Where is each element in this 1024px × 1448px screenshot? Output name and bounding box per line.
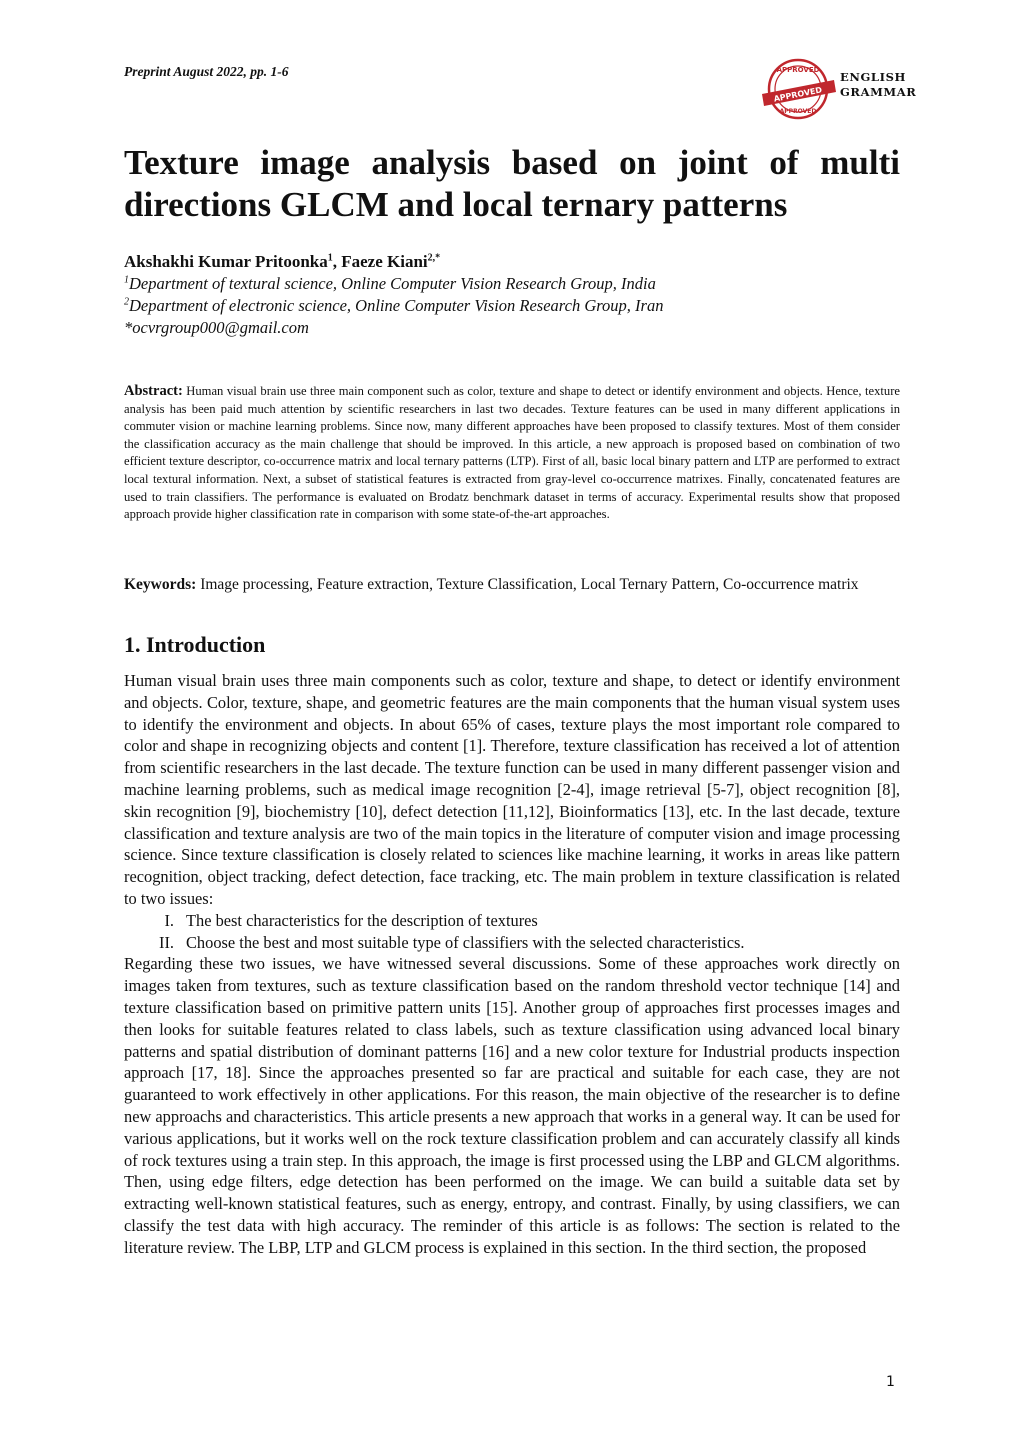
list-item-number: I. <box>164 910 174 930</box>
affiliation-1 <box>124 274 656 294</box>
author-2-sup: 2,* <box>427 252 441 264</box>
title-line-1: Texture image analysis based on joint of multi <box>124 143 900 182</box>
intro-paragraph-2: Regarding these two issues, we have witnessed several discussions. Some of these approaches work directly on images taken from textures, such as texture classification based on the random threshold vector technique [14] and texture classification based on primitive pattern units [15]. Another group of approaches first processes images and then looks for suitable features related to class labels, such as texture classification using advanced local binary patterns and spatial distribution of dominant patterns [16] and a new color texture for Industrial products inspection approach [17, 18]. Since the approaches presented so far are practical and suitable for each case, they are not guaranteed to work effectively in other applications. For this reason, the main objective of the researcher is to define new approachs and characteristics. This article presents a new approach that works in a general way. It can be used for various applications, but it works well on the rock texture classification problem and can accurately classify all kinds of rock textures using a train step. In this approach, the image is first processed using the LBP and GLCM algorithms. Then, using edge filters, edge detection has been performed on the image. We can build a suitable data set by extracting well-known statistical features, such as energy, entropy, and contrast. Finally, by using classifiers, we can classify the test data with high accuracy. The reminder of this article is as follows: The section is related to the literature review. The LBP, LTP and GLCM process is explained in this section. In the third section, the proposed <box>124 954 900 1257</box>
contact-email <box>124 318 309 338</box>
keywords-label: Keywords: <box>124 576 197 593</box>
author-2-name: Faeze Kiani <box>341 252 428 271</box>
list-item-number: II. <box>158 932 174 952</box>
author-list <box>124 252 440 272</box>
title-line-2: directions GLCM and local ternary patterns <box>124 185 788 224</box>
affiliation-1-text: Department of textural science, Online Computer Vision Research Group, India <box>129 274 656 293</box>
badge-label <box>840 70 916 100</box>
badge-line-grammar: GRAMMAR <box>840 85 917 99</box>
author-separator: , <box>332 252 342 271</box>
list-item <box>124 932 900 954</box>
badge-line-english: ENGLISH <box>840 70 906 84</box>
stamp-word-top: APPROVED <box>776 66 820 74</box>
list-item-text: The best characteristics for the description of textures <box>186 910 538 930</box>
stamp-word-bottom: APPROVED <box>779 108 817 115</box>
preprint-label: Preprint August 2022, pp. 1-6 <box>124 64 289 79</box>
affiliation-2 <box>124 296 663 316</box>
introduction-heading: 1. Introduction <box>124 632 266 657</box>
author-1-sup: 1 <box>327 252 333 264</box>
keywords-text: Image processing, Feature extraction, Texture Classification, Local Ternary Pattern, Co-occurrence matrix <box>196 576 859 593</box>
author-1-name: Akshakhi Kumar Pritoonka <box>124 252 328 271</box>
page-number: 1 <box>886 1374 895 1390</box>
affiliation-2-sup: 2 <box>124 296 129 308</box>
list-item-text: Choose the best and most suitable type of classifiers with the selected characteristics. <box>186 932 745 952</box>
abstract-text: Human visual brain use three main component such as color, texture and shape to detect or identify environment and objects. Hence, texture analysis has been paid much attention by scientific researchers in last two decades. Texture features can be used in many different applications in commuter vision or machine learning problems. Since now, many different approaches have been proposed to classify textures. Most of them consider the classification accuracy as the main challenge that should be improved. In this article, a new approach is proposed based on combination of two efficient texture descriptor, co-occurrence matrix and local ternary patterns (LTP). First of all, basic local binary pattern and LTP are performed to extract local textural information. Next, a subset of statistical features is extracted from gray-level co-occurrence matrixes. Finally, concatenated features are used to train classifiers. The performance is evaluated on Brodatz benchmark dataset in terms of accuracy. Experimental results show that proposed approach provide higher classification rate in comparison with some state-of-the-art approaches. <box>124 384 900 522</box>
affiliation-2-text: Department of electronic science, Online Computer Vision Research Group, Iran <box>129 296 664 315</box>
paper-title <box>124 142 900 226</box>
list-item <box>124 910 900 932</box>
intro-paragraph-1: Human visual brain uses three main components such as color, texture and shape, to detect or identify environment and objects. Color, texture, shape, and geometric features are the main components that the human visual system uses to identify the environment and objects. In about 65% of cases, texture plays the most important role compared to color and shape in recognizing objects and content [1]. Therefore, texture classification has received a lot of attention from scientific researchers in the last decade. The texture function can be used in many different passenger vision and machine learning problems, such as medical image recognition [2-4], image retrieval [5-7], object recognition [8], skin recognition [9], biochemistry [10], defect detection [11,12], Bioinformatics [13], etc. In the last decade, texture classification and texture analysis are two of the main topics in the literature of computer vision and image processing science. Since texture classification is closely related to sciences like machine learning, it works in areas like pattern recognition, object tracking, defect detection, face tracking, etc. The main problem in texture classification is related to two issues: <box>124 671 900 908</box>
abstract <box>124 383 900 524</box>
contact-email-text: *ocvrgroup000@gmail.com <box>124 318 309 337</box>
introduction-body <box>124 670 900 1259</box>
stamp-word-ribbon: APPROVED <box>773 85 823 104</box>
keywords <box>124 575 900 595</box>
affiliation-1-sup: 1 <box>124 274 129 286</box>
abstract-label: Abstract: <box>124 383 183 399</box>
